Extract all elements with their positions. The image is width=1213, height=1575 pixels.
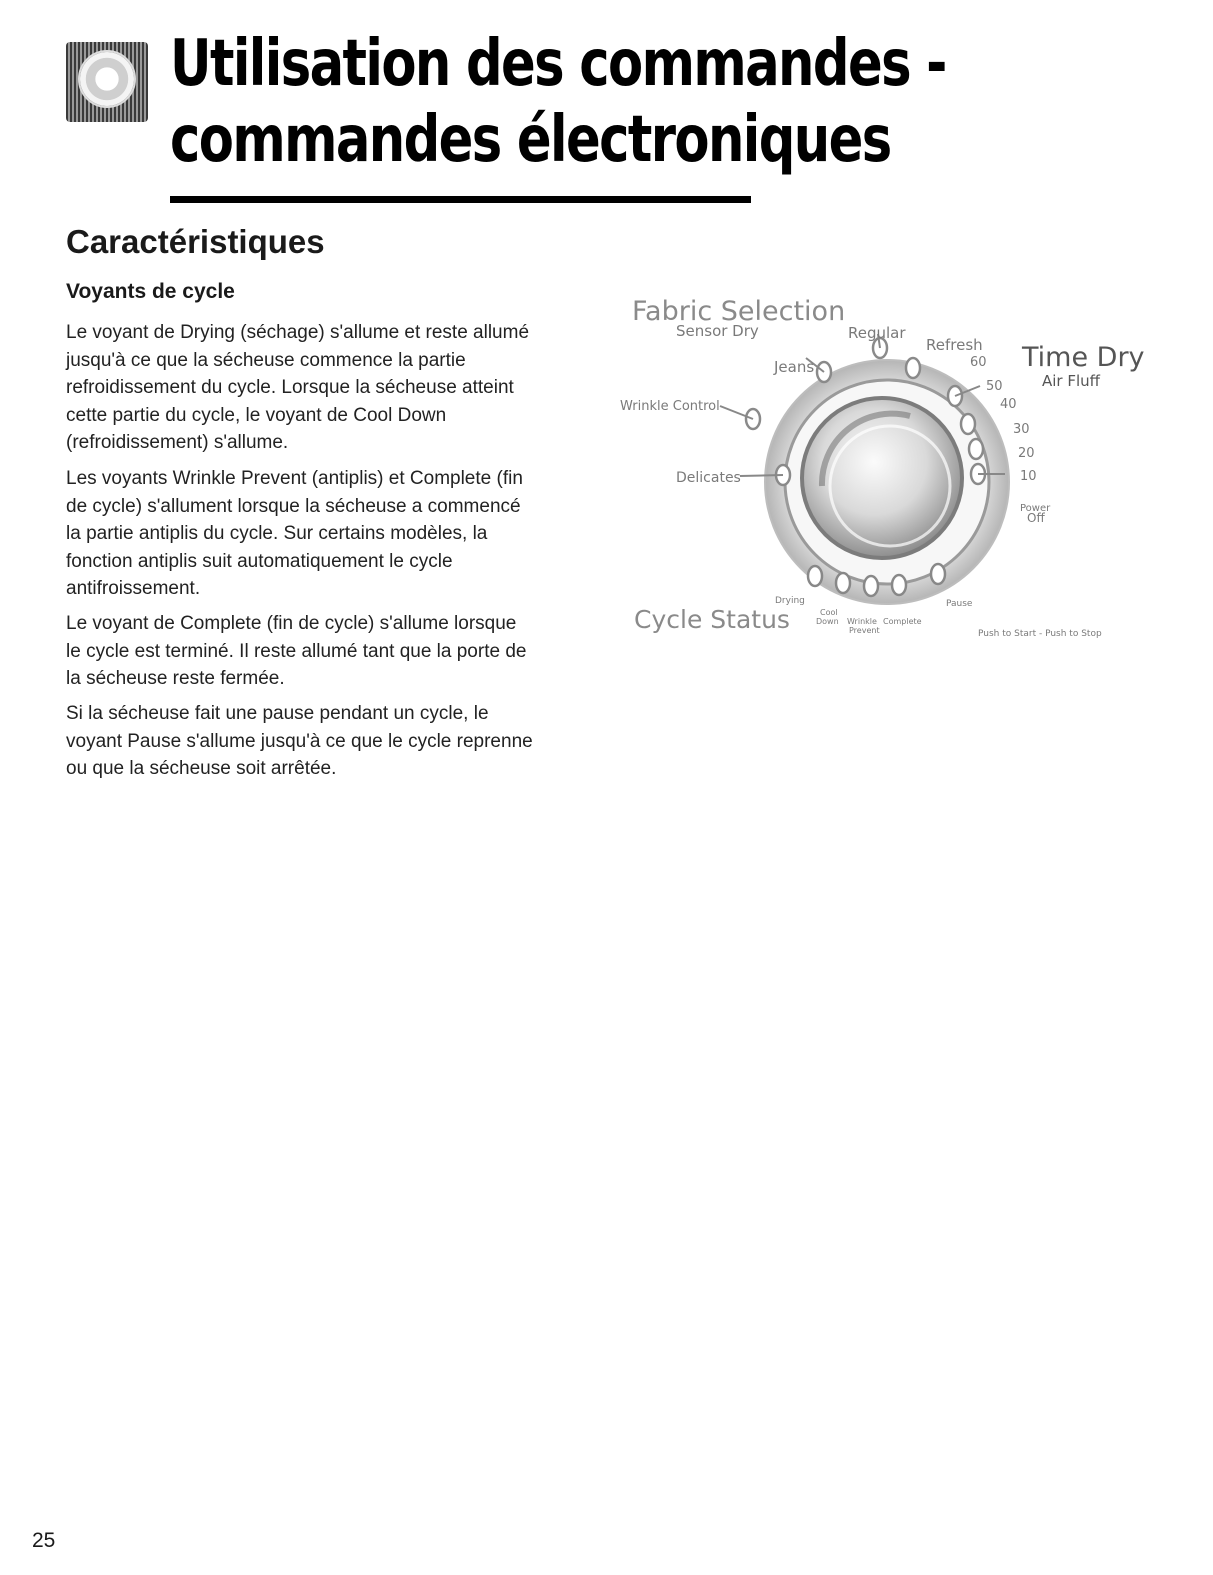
para-line: le cycle est terminé. Il reste allumé tant que la porte de [66,640,527,662]
para-line: fonction antiplis suit automatiquement le cycle [66,550,453,572]
cool-status-label: Cool [820,608,838,617]
paragraph-pause [66,700,586,783]
prevent-status-label: Prevent [849,626,880,635]
time-10-label: 10 [1020,469,1037,484]
air-fluff-label: Air Fluff [1042,372,1101,390]
paragraph-drying [66,319,586,457]
complete-status-label: Complete [883,617,922,626]
page-number: 25 [32,1529,56,1552]
drying-status-label: Drying [775,596,805,606]
paragraph-wrinkle-prevent [66,465,586,603]
title-line-1: Utilisation des commandes - [170,27,946,101]
delicates-label: Delicates [676,470,741,486]
jeans-label: Jeans [774,358,815,376]
para-line: Les voyants Wrinkle Prevent (antiplis) et Complete (fin [66,468,523,489]
para-line: refroidissement du cycle. Lorsque la sécheuse atteint [66,377,514,398]
time-50-label: 50 [986,379,1003,394]
subsection-title: Voyants de cycle [66,280,235,303]
para-line: la sécheuse reste fermée. [66,668,285,689]
page-title [170,26,946,178]
title-line-2: commandes électroniques [170,103,891,177]
off-label: Off [1027,511,1045,525]
time-20-label: 20 [1018,446,1035,461]
para-line: ou que la sécheuse soit arrêtée. [66,758,337,779]
pause-status-label: Pause [946,599,973,609]
refresh-label: Refresh [926,336,983,354]
para-line: jusqu'à ce que la sécheuse commence la partie [66,349,466,371]
para-line: Si la sécheuse fait une pause pendant un cycle, le [66,703,489,724]
para-line: Le voyant de Drying (séchage) s'allume et reste allumé [66,322,530,343]
time-40-label: 40 [1000,397,1017,412]
wrinkle-status-label: Wrinkle [847,617,877,626]
title-underline [170,196,751,203]
para-line: Le voyant de Complete (fin de cycle) s'allume lorsque [66,613,517,634]
sensor-dry-label: Sensor Dry [676,322,759,340]
paragraph-complete [66,610,586,693]
cycle-status-label: Cycle Status [634,605,790,634]
para-line: de cycle) s'allument lorsque la sécheuse a commencé [66,495,521,517]
time-60-label: 60 [970,355,987,370]
para-line: antifroissement. [66,578,201,599]
para-line: (refroidissement) s'allume. [66,432,289,453]
push-to-start-stop-label: Push to Start - Push to Stop [978,629,1102,639]
para-line: cette partie du cycle, le voyant de Cool Down [66,404,447,426]
control-panel-illustration [610,286,1160,656]
fabric-selection-label: Fabric Selection [632,296,846,327]
para-line: la partie antiplis du cycle. Sur certains modèles, la [66,523,488,544]
regular-label: Regular [848,324,906,342]
down-status-label: Down [816,617,839,626]
wrinkle-control-label: Wrinkle Control [620,399,720,414]
control-dial-icon [66,42,148,122]
time-dry-label: Time Dry [1022,342,1145,373]
para-line: voyant Pause s'allume jusqu'à ce que le cycle reprenne [66,730,533,752]
power-label: Power [1020,503,1051,514]
time-30-label: 30 [1013,422,1030,437]
dial-graphic [78,50,136,108]
section-title: Caractéristiques [66,223,325,260]
